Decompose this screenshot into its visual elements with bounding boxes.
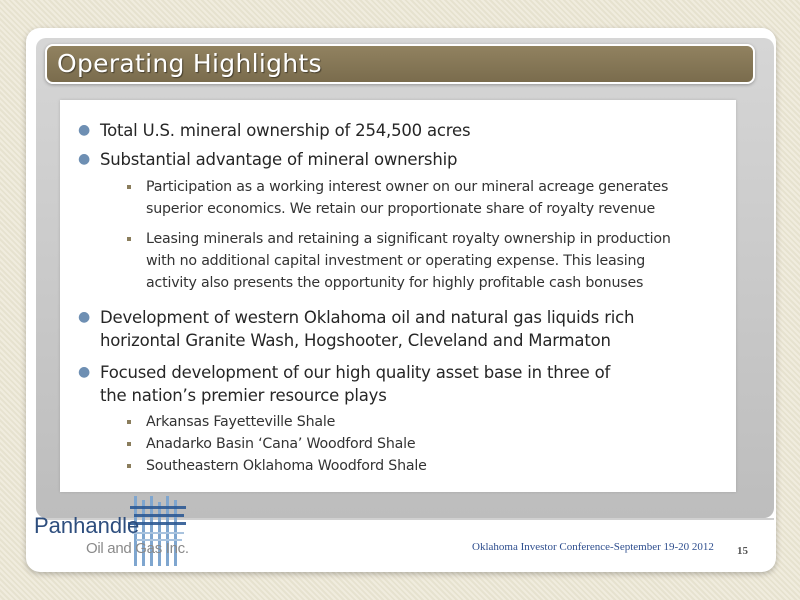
bullet-mineral-advantage	[78, 148, 458, 171]
footer-conference: Oklahoma Investor Conference-September 19-20 2012	[472, 541, 714, 553]
bullet-text-cont: the nation’s premier resource plays	[100, 386, 387, 405]
sub-bullet-working-interest	[146, 176, 668, 220]
bullet-text: Substantial advantage of mineral ownership	[100, 150, 458, 169]
page-number: 15	[737, 545, 748, 557]
sub-bullet-line: Participation as a working interest owner on our mineral acreage generates	[146, 179, 669, 195]
bullet-dot-icon: ●	[78, 309, 91, 325]
sub-bullet-line: Leasing minerals and retaining a significant royalty ownership in production	[146, 231, 671, 247]
bullet-dot-icon: ●	[78, 151, 91, 167]
play-cana-woodford	[146, 433, 415, 455]
logo-subtitle: Oil and Gas Inc.	[86, 540, 189, 557]
slide-title: Operating Highlights	[57, 49, 322, 78]
bullet-western-oklahoma	[78, 306, 635, 352]
play-se-oklahoma-woodford	[146, 455, 427, 477]
square-bullet-icon	[127, 185, 131, 189]
play-text: Arkansas Fayetteville Shale	[146, 414, 336, 430]
square-bullet-icon	[127, 464, 131, 468]
play-fayetteville	[146, 411, 335, 433]
bullet-dot-icon: ●	[78, 364, 91, 380]
bullet-text: Development of western Oklahoma oil and natural gas liquids rich	[100, 308, 635, 327]
sub-bullet-line: superior economics. We retain our proportionate share of royalty revenue	[146, 201, 655, 217]
bullet-text: Total U.S. mineral ownership of 254,500 acres	[100, 121, 471, 140]
bullet-text: Focused development of our high quality asset base in three of	[100, 363, 611, 382]
play-text: Anadarko Basin ‘Cana’ Woodford Shale	[146, 436, 416, 452]
play-text: Southeastern Oklahoma Woodford Shale	[146, 458, 427, 474]
sub-bullet-leasing	[146, 228, 671, 294]
bullet-focused-development	[78, 361, 611, 407]
bullet-dot-icon: ●	[78, 122, 91, 138]
square-bullet-icon	[127, 442, 131, 446]
bullet-mineral-ownership	[78, 119, 471, 142]
sub-bullet-line: activity also presents the opportunity for highly profitable cash bonuses	[146, 275, 644, 291]
title-bar	[45, 44, 755, 84]
square-bullet-icon	[127, 420, 131, 424]
sub-bullet-line: with no additional capital investment or operating expense. This leasing	[146, 253, 646, 269]
square-bullet-icon	[127, 237, 131, 241]
logo-name: Panhandle	[34, 513, 140, 538]
bullet-text-cont: horizontal Granite Wash, Hogshooter, Cleveland and Marmaton	[100, 331, 611, 350]
